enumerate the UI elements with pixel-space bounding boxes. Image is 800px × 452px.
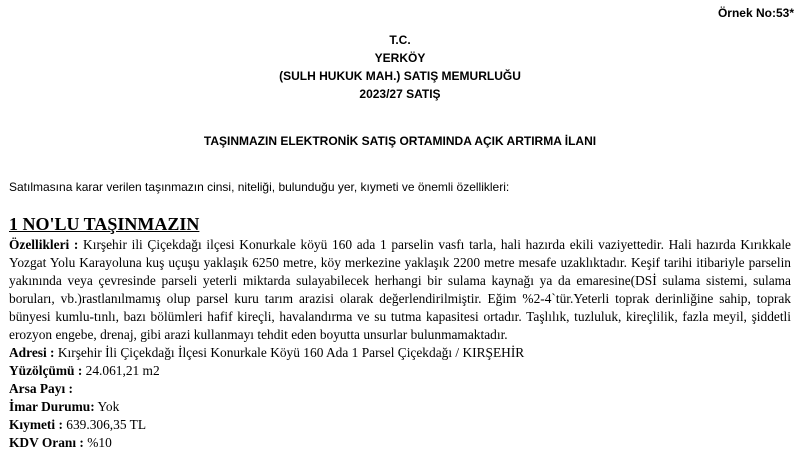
address-text: Kırşehir İli Çiçekdağı İlçesi Konurkale Köyü 160 Ada 1 Parsel Çiçekdağı / KIRŞEHİR (57, 345, 525, 360)
zoning-text: Yok (97, 399, 120, 414)
zoning-line (9, 398, 791, 416)
header-office-name: (SULH HUKUK MAH.) SATIŞ MEMURLUĞU (279, 69, 521, 83)
intro-text: Satılmasına karar verilen taşınmazın cinsi, niteliği, bulunduğu yer, kıymeti ve önemli özellikleri: (9, 180, 510, 194)
value-text: 639.306,35 TL (66, 417, 147, 432)
area-label: Yüzölçümü : (9, 363, 83, 378)
address-line (9, 344, 791, 362)
vat-text: %10 (87, 435, 112, 450)
document-header (0, 31, 800, 103)
address-label: Adresi : (9, 345, 55, 360)
land-share-label: Arsa Payı : (9, 381, 73, 396)
features-label: Özellikleri : (9, 237, 79, 252)
area-text: 24.061,21 m2 (85, 363, 160, 378)
example-number: Örnek No:53* (717, 6, 794, 20)
vat-line (9, 434, 791, 452)
property-title: 1 NO'LU TAŞINMAZIN (9, 214, 200, 234)
value-line (9, 416, 791, 434)
features-paragraph (9, 236, 791, 344)
property-details (9, 236, 791, 452)
vat-label: KDV Oranı : (9, 435, 84, 450)
features-text: Kırşehir ili Çiçekdağı ilçesi Konurkale köyü 160 ada 1 parselin vasfı tarla, hali hazırda ekili vaziyettedir. Hali hazırda Kırıkkale Yozgat Yolu Karayoluna kuş uçuşu yaklaşık 6250 metre, köy merkezine yaklaşık 2200 metre mesafe uzaklıktadır. Keşif tarihi itibariyle parselin yakınında veya çevresinde parseli yeterli miktarda sulayabilecek herhangi bir sulama kaynağı ya da emaresine(DSİ sulama sistemi, sulama boruları, vb.)rastlanılmamış olup parsel kuru tarım arazisi olarak değerlendirilmiştir. Eğim %2-4`tür.Yeterli toprak derinliğine sahip, toprak bünyesi kumlu-tınlı, bazı bölümleri hafif kireçli, havalandırma ve su tutma kapasitesi ortadır. Taşlılık, tuzluluk, kireçlilik, fazla meyil, şiddetli erozyon engebe, drenaj, gibi arazi kullanmayı tehdit eden boyutta unsurlar bulunmamaktadır. (9, 237, 791, 342)
notice-title: TAŞINMAZIN ELEKTRONİK SATIŞ ORTAMINDA AÇIK ARTIRMA İLANI (203, 134, 597, 148)
area-line (9, 362, 791, 380)
land-share-line (9, 380, 791, 398)
header-tc: T.C. (389, 33, 411, 47)
header-office-location: YERKÖY (374, 51, 426, 65)
zoning-label: İmar Durumu: (9, 399, 95, 414)
header-case-number: 2023/27 SATIŞ (359, 87, 441, 101)
value-label: Kıymeti : (9, 417, 63, 432)
